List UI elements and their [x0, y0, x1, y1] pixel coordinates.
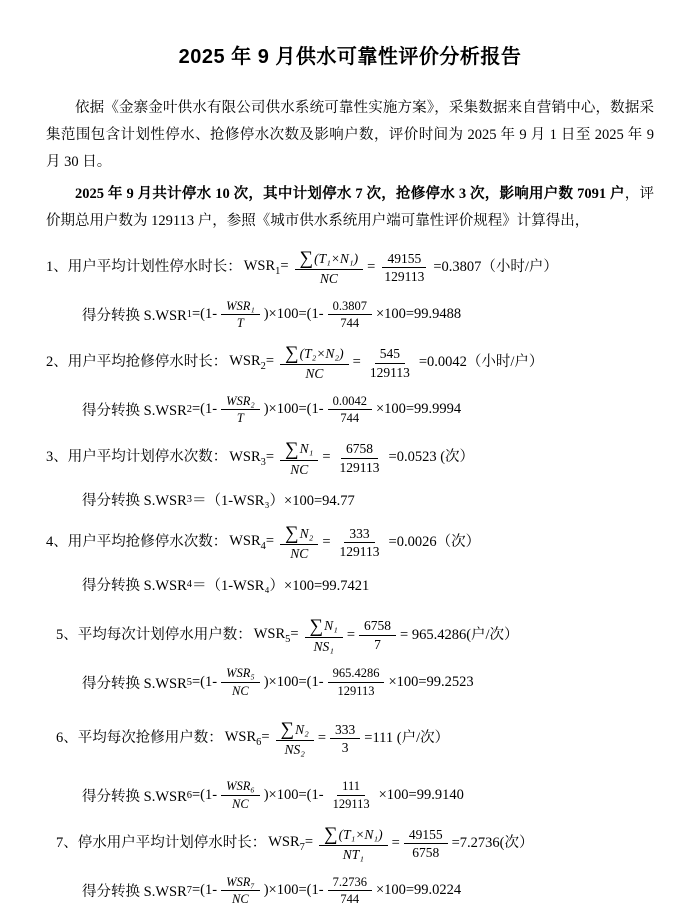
formula-result-1: =0.3807（小时/户） [433, 258, 558, 275]
formula-varname-1: $WSR_1=$ [243, 258, 289, 277]
score-row-1: 得分转换 S.WSR 1 =(1- $\frac{\text{WSR₁}}{T}$ )×100=(1- $\frac{0.3807}{744}$ ×100=99.9488 [82, 298, 462, 330]
formula-row-3: 3、用户平均计划停水次数： $WSR_3=$ ∑ N₁ NC = $\frac{6758}{129113}$ =0.0523 (次） [46, 438, 475, 477]
formula-fraction-6: ∑ N₂ NS₂ [276, 720, 314, 758]
formula-fraction-2: ∑ (T₂×N₂) NC [280, 344, 349, 382]
score-row-7: 得分转换 S.WSR 7 =(1- $\frac{\text{WSR₇}}{NC}$ )×100=(1- $\frac{7.2736}{744}$ ×100=99.0224 [82, 874, 462, 906]
score-row-3: 得分转换 S.WSR 3 ＝（1-WSR₃）×100=94.77 [82, 493, 355, 510]
formula-result-6: =111 (户/次） [364, 729, 450, 746]
intro-paragraph-2: 2025 年 9 月共计停水 10 次，其中计划停水 7 次，抢修停水 3 次，影响用户数 7091 户，评价期总用户数为 129113 户，参照《城市供水系统用户端可靠性评价规程》计算得出， [46, 186, 655, 230]
intro-paragraph-2-bold: 2025 年 9 月共计停水 10 次，其中计划停水 7 次，抢修停水 3 次，影响用户数 7091 户 [75, 186, 625, 203]
formula-result-7: =7.2736(次） [451, 835, 534, 852]
score-row-5: 得分转换 S.WSR 5 =(1- $\frac{\text{WSR₅}}{NC}$ )×100=(1- $\frac{965.4286}{129113}$ ×100=99.2523 [82, 666, 474, 698]
formula-row-2: 2、用户平均抢修停水时长： $WSR_2=$ ∑ (T₂×N₂) NC = $\frac{545}{129113}$ =0.0042（小时/户） [46, 343, 544, 382]
sigma-icon: ∑ [299, 248, 314, 270]
formula-result-5: = 965.4286(户/次） [400, 626, 519, 643]
page-title: 2025 年 9 月供水可靠性评价分析报告 [178, 46, 522, 68]
score-row-6: 得分转换 S.WSR 6 =(1- $\frac{\text{WSR₆}}{NC}$ )×100=(1- $\frac{111}{129113}$ ×100=99.9140 [82, 779, 464, 811]
formula-fraction-5: ∑ N₁ NS₁ [305, 617, 343, 655]
formula-label-5: 5、平均每次计划停水用户数： [56, 626, 252, 643]
formula-varname-5: $WSR_5=$ [253, 625, 299, 645]
formula-row-5: 5、平均每次计划停水用户数： $WSR_5=$ ∑ N₁ NS₁ = $\frac{6758}{7}$ = 965.4286(户/次） [56, 615, 519, 654]
formula-row-1: 1、用户平均计划性停水时长： $WSR_1=$ ∑ (T₁×N₁) NC = $\frac{49155}{129113}$ =0.3807（小时/户） [46, 248, 558, 287]
formula-label-6: 6、平均每次抢修用户数： [56, 729, 223, 746]
formula-varname-2: $WSR_2=$ [229, 353, 275, 373]
sigma-icon: ∑ [285, 523, 299, 545]
formula-row-6: 6、平均每次抢修用户数： $WSR_6=$ ∑ N₂ NS₂ = $\frac{333}{3}$ =111 (户/次） [56, 718, 450, 757]
formula-fraction-3: ∑ N₁ NC [280, 440, 318, 478]
formula-label-2: 2、用户平均抢修停水时长： [46, 354, 228, 371]
formula-varname-4: $WSR_4=$ [229, 533, 275, 552]
score-row-4: 得分转换 S.WSR 4 ＝（1-WSR₄）×100=99.7421 [82, 577, 370, 594]
formula-label-1: 1、用户平均计划性停水时长： [46, 258, 242, 275]
formula-result-3: =0.0523 (次） [388, 449, 475, 466]
formula-label-4: 4、用户平均抢修停水次数： [46, 533, 228, 550]
formula-value-fraction-1: $\frac{49155}{129113}$ [384, 250, 425, 285]
formula-value-fraction-3: $\frac{6758}{129113}$ [339, 441, 380, 475]
formula-value-fraction-7: $\frac{49155}{6758}$ [404, 827, 448, 861]
formula-varname-6: $WSR_6=$ [224, 728, 270, 748]
sigma-icon: ∑ [324, 824, 338, 846]
formula-row-7: 7、停水用户平均计划停水时长： $WSR_7=$ ∑ (T₁×N₁) NT₁ = $\frac{49155}{6758}$ =7.2736(次） [56, 824, 534, 863]
formula-value-fraction-5: $\frac{6758}{7}$ [359, 618, 396, 652]
formula-varname-3: $WSR_3=$ [229, 448, 275, 468]
sigma-icon: ∑ [280, 718, 295, 740]
formula-fraction-4: ∑ N₂ NC [280, 524, 318, 562]
formula-row-4: 4、用户平均抢修停水次数： $WSR_4=$ ∑ N₂ NC = $\frac{333}{129113}$ =0.0026（次） [46, 523, 481, 562]
sigma-icon: ∑ [285, 343, 299, 365]
formula-value-fraction-4: $\frac{333}{129113}$ [339, 525, 380, 560]
formula-label-3: 3、用户平均计划停水次数： [46, 449, 228, 466]
score-row-2: 得分转换 S.WSR 2 =(1- $\frac{\text{WSR₂}}{T}$ )×100=(1- $\frac{0.0042}{744}$ ×100=99.9994 [82, 393, 462, 426]
formula-fraction-7: ∑ (T₁×N₁) NT₁ [319, 825, 388, 863]
intro-paragraph-1: 依据《金寨金叶供水有限公司供水系统可靠性实施方案》，采集数据来自营销中心，数据采集范围包含计划性停水、抢修停水次数及影响户数，评价时间为 2025 年 9 月 1 日至 2025 年 9 月 30 日。 [46, 100, 654, 170]
formula-result-2: =0.0042（小时/户） [418, 354, 544, 371]
sigma-icon: ∑ [309, 615, 324, 637]
formula-value-fraction-2: $\frac{545}{129113}$ [369, 346, 410, 380]
formula-fraction-1: ∑ (T₁×N₁) NC [295, 249, 364, 287]
formula-result-4: =0.0026（次） [388, 533, 481, 550]
formula-varname-7: $WSR_7=$ [268, 834, 314, 854]
formula-label-7: 7、停水用户平均计划停水时长： [56, 835, 267, 852]
sigma-icon: ∑ [285, 438, 299, 460]
formula-value-fraction-6: $\frac{333}{3}$ [330, 722, 360, 756]
